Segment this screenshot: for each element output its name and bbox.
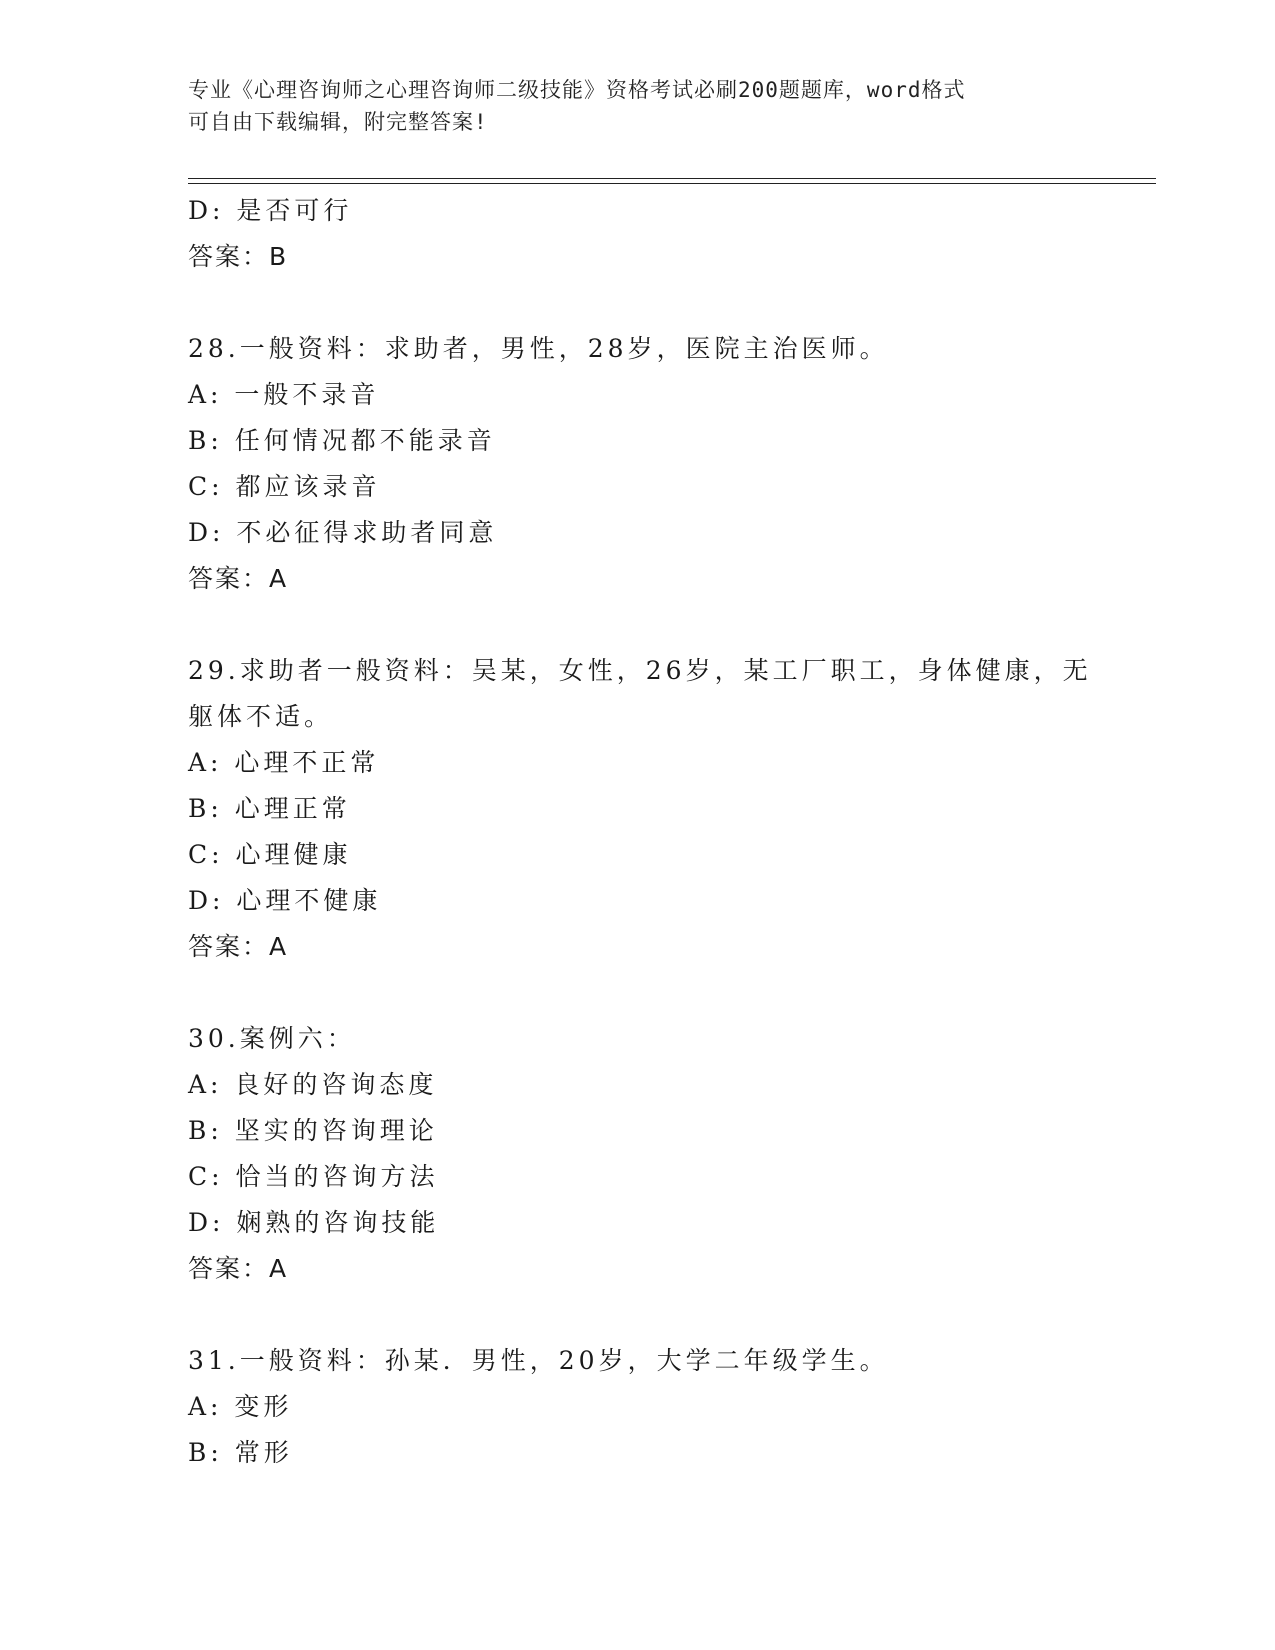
question-block bbox=[188, 648, 1092, 970]
option-a: A: 良好的咨询态度 bbox=[188, 1070, 438, 1099]
question-block bbox=[188, 326, 1088, 602]
answer-line: 答案：B bbox=[188, 242, 289, 271]
option-d: D: 娴熟的咨询技能 bbox=[188, 1208, 440, 1237]
spacer bbox=[188, 602, 1088, 648]
option-c: C: 恰当的咨询方法 bbox=[188, 1162, 439, 1191]
option-c: C: 都应该录音 bbox=[188, 472, 381, 501]
question-block bbox=[188, 1338, 1088, 1476]
option-d: D: 心理不健康 bbox=[188, 886, 382, 915]
option-b: B: 常形 bbox=[188, 1438, 293, 1467]
option-d: D: 是否可行 bbox=[188, 196, 353, 225]
question-title: 28.一般资料：求助者，男性，28岁，医院主治医师。 bbox=[188, 334, 889, 363]
spacer bbox=[188, 1292, 1088, 1338]
question-title: 31.一般资料：孙某．男性，20岁，大学二年级学生。 bbox=[188, 1346, 889, 1375]
header-line-2: 可自由下载编辑，附完整答案! bbox=[188, 110, 488, 134]
option-d: D: 不必征得求助者同意 bbox=[188, 518, 498, 547]
question-title: 30.案例六： bbox=[188, 1024, 356, 1053]
spacer bbox=[188, 970, 1088, 1016]
header-line-1: 专业《心理咨询师之心理咨询师二级技能》资格考试必刷200题题库，word格式 bbox=[188, 78, 966, 102]
spacer bbox=[188, 280, 1088, 326]
option-b: B: 坚实的咨询理论 bbox=[188, 1116, 438, 1145]
option-a: A: 心理不正常 bbox=[188, 748, 380, 777]
question-block bbox=[188, 1016, 1088, 1292]
question-content bbox=[188, 188, 1092, 1476]
option-b: B: 心理正常 bbox=[188, 794, 351, 823]
document-header bbox=[188, 74, 1068, 138]
answer-line: 答案：A bbox=[188, 564, 289, 593]
option-c: C: 心理健康 bbox=[188, 840, 352, 869]
option-b: B: 任何情况都不能录音 bbox=[188, 426, 496, 455]
answer-line: 答案：A bbox=[188, 932, 289, 961]
option-a: A: 变形 bbox=[188, 1392, 293, 1421]
question-title-line-2: 躯体不适。 bbox=[188, 702, 334, 731]
question-title-line-1: 29.求助者一般资料：吴某，女性，26岁，某工厂职工，身体健康，无 bbox=[188, 656, 1092, 685]
answer-line: 答案：A bbox=[188, 1254, 289, 1283]
header-divider-top bbox=[188, 178, 1156, 179]
header-divider-bottom bbox=[188, 183, 1156, 184]
option-a: A: 一般不录音 bbox=[188, 380, 380, 409]
